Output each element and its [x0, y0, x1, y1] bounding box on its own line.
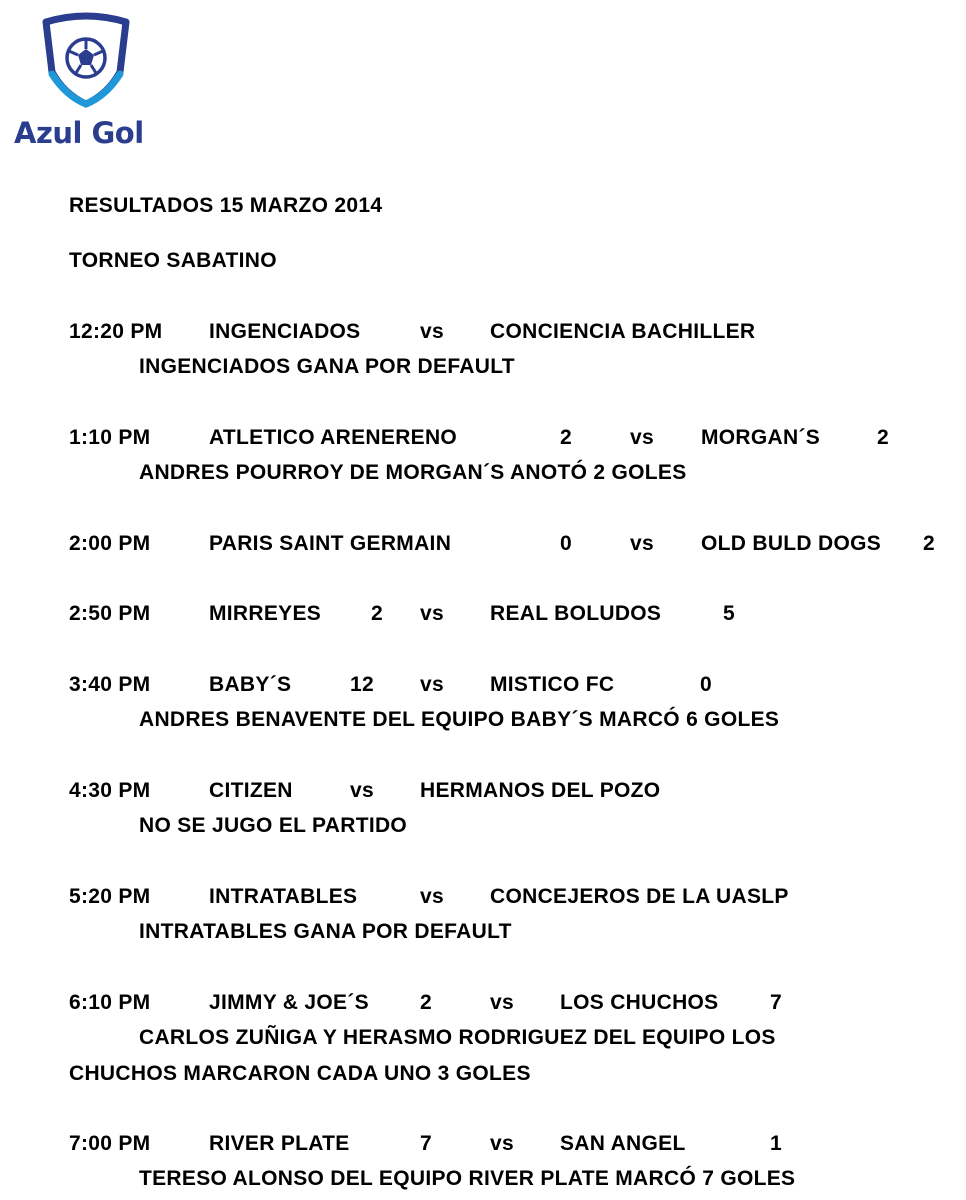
match-note: NO SE JUGO EL PARTIDO: [139, 814, 408, 837]
vs-label: vs: [490, 1132, 514, 1155]
brand-logo-text: Azul Gol: [14, 116, 144, 150]
home-team: RIVER PLATE: [209, 1132, 350, 1155]
match-time: 6:10 PM: [69, 991, 151, 1014]
away-score: 1: [770, 1132, 782, 1155]
home-team: ATLETICO ARENERENO: [209, 426, 458, 449]
home-team: JIMMY & JOE´S: [209, 991, 369, 1014]
away-score: 2: [877, 426, 889, 449]
away-team: LOS CHUCHOS: [560, 991, 719, 1014]
brand-logo: [12, 12, 152, 150]
match-note: ANDRES POURROY DE MORGAN´S ANOTÓ 2 GOLES: [139, 461, 687, 484]
home-score: 2: [420, 991, 432, 1014]
vs-label: vs: [420, 885, 444, 908]
home-team: INTRATABLES: [209, 885, 358, 908]
away-score: 5: [723, 602, 735, 625]
away-team: CONCIENCIA BACHILLER: [490, 320, 756, 343]
match-time: 5:20 PM: [69, 885, 151, 908]
home-team: MIRREYES: [209, 602, 322, 625]
home-score: 12: [350, 673, 374, 696]
vs-label: vs: [630, 426, 654, 449]
away-team: OLD BULD DOGS: [701, 532, 882, 555]
vs-label: vs: [420, 602, 444, 625]
match-note: CARLOS ZUÑIGA Y HERASMO RODRIGUEZ DEL EQUIPO LOS: [139, 1026, 776, 1049]
match-time: 3:40 PM: [69, 673, 151, 696]
match-time: 12:20 PM: [69, 320, 163, 343]
home-team: CITIZEN: [209, 779, 293, 802]
match-note: INTRATABLES GANA POR DEFAULT: [139, 920, 512, 943]
match-time: 2:50 PM: [69, 602, 151, 625]
match-note: INGENCIADOS GANA POR DEFAULT: [139, 355, 515, 378]
away-team: REAL BOLUDOS: [490, 602, 662, 625]
match-note: TERESO ALONSO DEL EQUIPO RIVER PLATE MARCÓ 7 GOLES: [139, 1167, 796, 1190]
match-time: 2:00 PM: [69, 532, 151, 555]
vs-label: vs: [490, 991, 514, 1014]
vs-label: vs: [420, 673, 444, 696]
match-note: ANDRES BENAVENTE DEL EQUIPO BABY´S MARCÓ 6 GOLES: [139, 708, 780, 731]
home-team: INGENCIADOS: [209, 320, 361, 343]
match-time: 7:00 PM: [69, 1132, 151, 1155]
vs-label: vs: [350, 779, 374, 802]
match-time: 1:10 PM: [69, 426, 151, 449]
home-score: 0: [560, 532, 572, 555]
away-team: MISTICO FC: [490, 673, 615, 696]
home-score: 2: [560, 426, 572, 449]
tournament-name: TORNEO SABATINO: [69, 249, 277, 272]
match-note-continued: CHUCHOS MARCARON CADA UNO 3 GOLES: [69, 1062, 531, 1085]
away-team: MORGAN´S: [701, 426, 821, 449]
home-team: PARIS SAINT GERMAIN: [209, 532, 452, 555]
vs-label: vs: [630, 532, 654, 555]
away-score: 7: [770, 991, 782, 1014]
home-team: BABY´S: [209, 673, 292, 696]
match-time: 4:30 PM: [69, 779, 151, 802]
document-title: RESULTADOS 15 MARZO 2014: [69, 194, 383, 217]
soccer-ball-shield-icon: [38, 12, 134, 108]
away-team: CONCEJEROS DE LA UASLP: [490, 885, 789, 908]
vs-label: vs: [420, 320, 444, 343]
home-score: 2: [371, 602, 383, 625]
home-score: 7: [420, 1132, 432, 1155]
away-score: 2: [923, 532, 935, 555]
away-team: HERMANOS DEL POZO: [420, 779, 661, 802]
away-team: SAN ANGEL: [560, 1132, 686, 1155]
away-score: 0: [700, 673, 712, 696]
